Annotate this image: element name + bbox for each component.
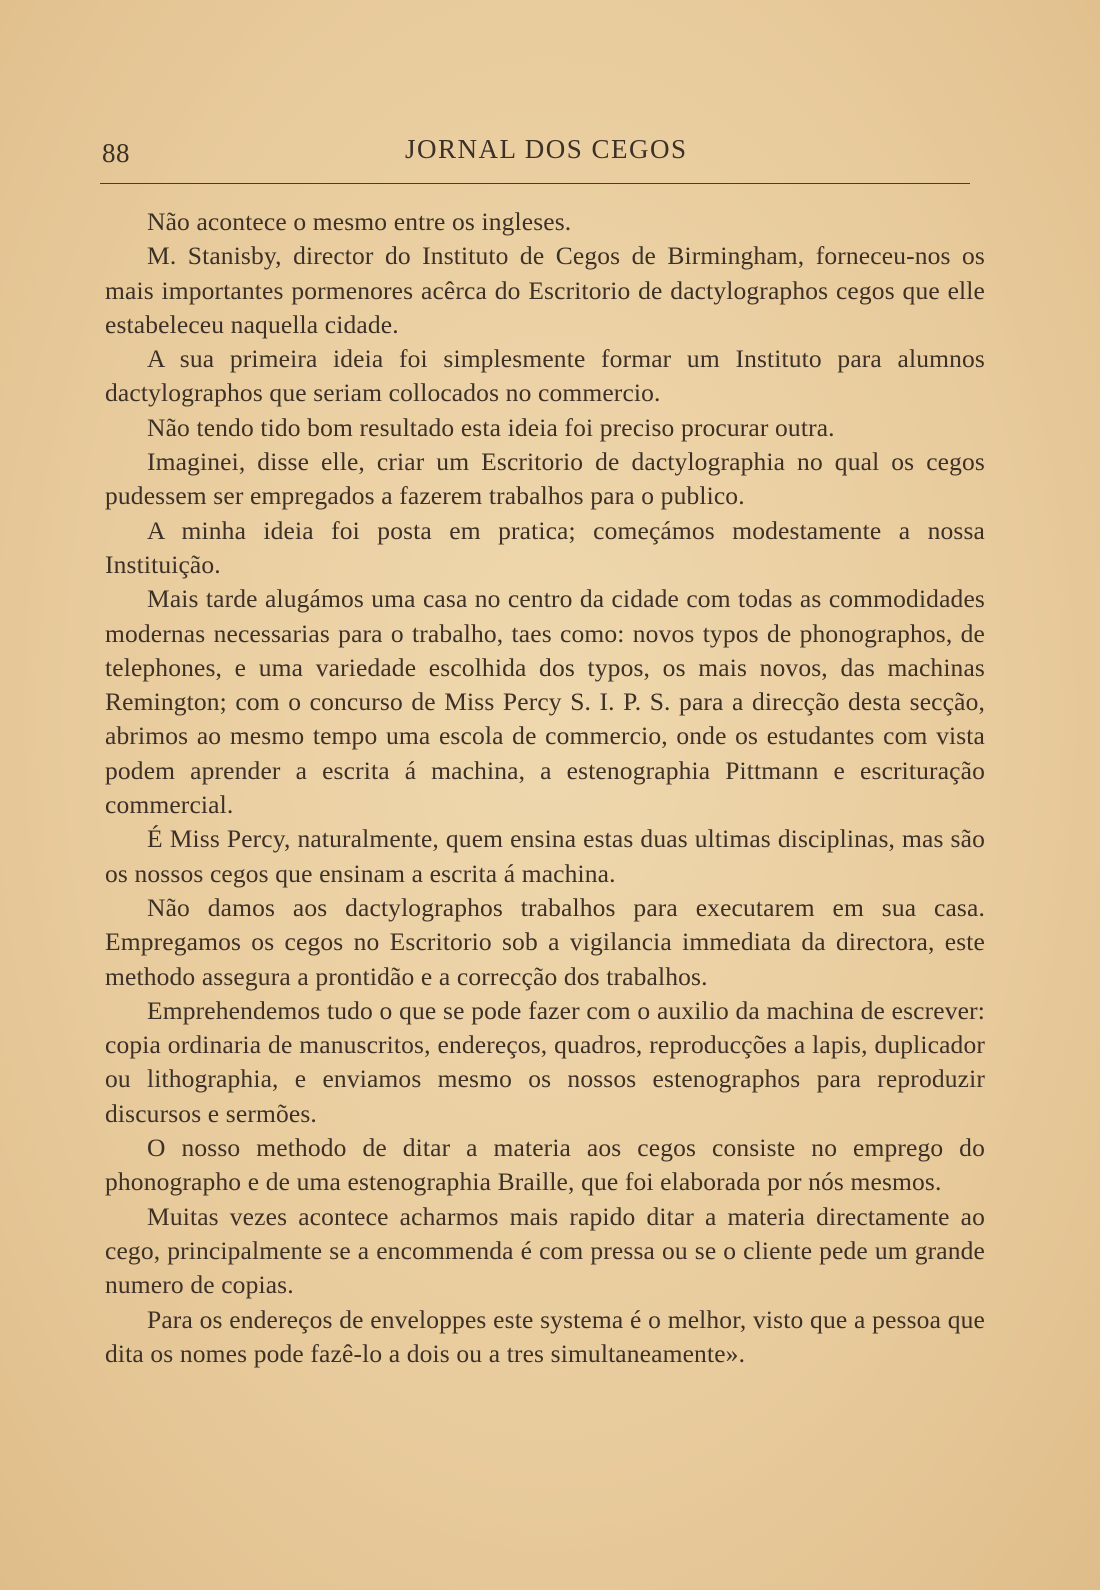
header-rule — [100, 183, 970, 184]
paragraph: Não tendo tido bom resultado esta ideia foi preciso procurar outra. — [147, 412, 835, 442]
paragraph: Muitas vezes acontece acharmos mais rapido ditar a materia directamente ao cego, principalmente se a encommenda é com pressa ou se o cliente pede um grande numero de copias. — [105, 1201, 985, 1300]
running-title: JORNAL DOS CEGOS — [405, 134, 688, 164]
page-number: 88 — [102, 138, 130, 168]
paragraph: Não acontece o mesmo entre os ingleses. — [147, 207, 572, 236]
page-header — [100, 128, 970, 176]
article-body — [105, 205, 985, 1371]
paragraph: Emprehendemos tudo o que se pode fazer com o auxilio da machina de escrever: copia ordinaria de manuscritos, endereços, quadros, reproducções a lapis, duplicador ou lithographia, e enviamos mesmo os nossos estenographos para reproduzir discursos e sermões. — [105, 995, 985, 1128]
paragraph: A minha ideia foi posta em pratica; começámos modestamente a nossa Instituição. — [105, 515, 985, 579]
paragraph: Para os endereços de enveloppes este systema é o melhor, visto que a pessoa que dita os nomes pode fazê-lo a dois ou a tres simultaneamente». — [105, 1304, 985, 1368]
paragraph: É Miss Percy, naturalmente, quem ensina estas duas ultimas disciplinas, mas são os nossos cegos que ensinam a escrita á machina. — [105, 824, 985, 888]
paragraph: Imaginei, disse elle, criar um Escritorio de dactylographia no qual os cegos pudessem ser empregados a fazerem trabalhos para o publico. — [105, 447, 985, 511]
paragraph: O nosso methodo de ditar a materia aos cegos consiste no emprego do phonographo e de uma estenographia Braille, que foi elaborada por nós mesmos. — [105, 1133, 985, 1197]
paragraph: Não damos aos dactylographos trabalhos para executarem em sua casa. Empregamos os cegos no Escritorio sob a vigilancia immediata da directora, este methodo assegura a prontidão e a correcção dos trabalhos. — [105, 892, 985, 991]
paragraph: Mais tarde alugámos uma casa no centro da cidade com todas as commodidades modernas necessarias para o trabalho, taes como: novos typos de phonographos, de telephones, e uma variedade escolhida dos typos, os mais novos, das machinas Remington; com o concurso de Miss Percy S. I. P. S. para a direcção desta secção, abrimos ao mesmo tempo uma escola de commercio, onde os estudantes com vista podem aprender a escrita á machina, a estenographia Pittmann e escrituração commercial. — [105, 584, 985, 820]
paragraph: M. Stanisby, director do Instituto de Cegos de Birmingham, forneceu-nos os mais importantes pormenores acêrca do Escritorio de dactylographos cegos que elle estabeleceu naquella cidade. — [105, 241, 985, 339]
paragraph: A sua primeira ideia foi simplesmente formar um Instituto para alumnos dactylographos que seriam collocados no commercio. — [105, 344, 985, 408]
